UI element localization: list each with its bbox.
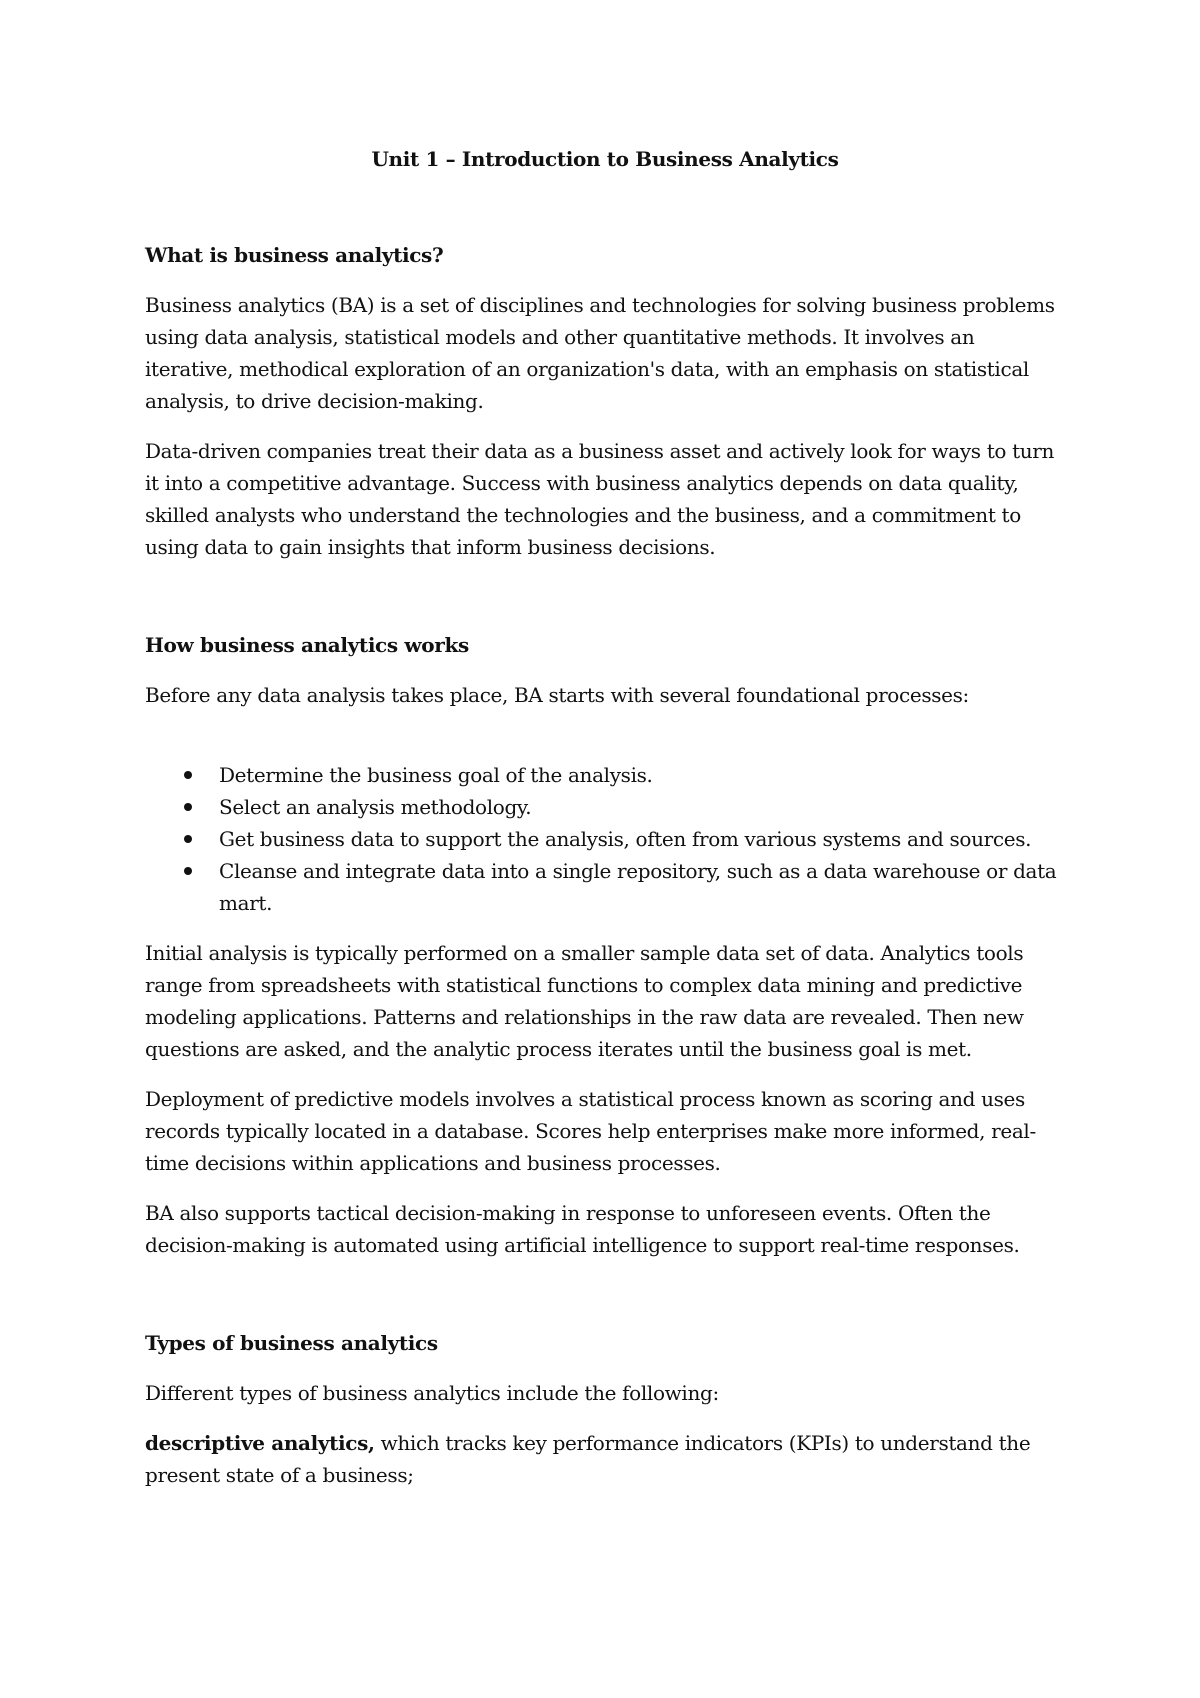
list-item-text: Cleanse and integrate data into a single repository, such as a data warehouse or data mart. <box>219 859 1057 915</box>
heading-what-is-business-analytics: What is business analytics? <box>145 243 444 267</box>
descriptive-analytics-text: which tracks key performance indicators (KPIs) to understand the present state of a business; <box>145 1431 1031 1487</box>
list-item-text: Get business data to support the analysis, often from various systems and sources. <box>219 827 1032 851</box>
paragraph-initial-analysis: Initial analysis is typically performed on a smaller sample data set of data. Analytics tools range from spreadsheets with statistical functions to complex data mining and predictive modeling applications. Patterns and relationships in the raw data are revealed. Then new questions are asked, and the analytic process iterates until the business goal is met. <box>145 941 1024 1061</box>
list-item-text: Determine the business goal of the analysis. <box>219 763 653 787</box>
heading-how-business-analytics-works: How business analytics works <box>145 633 469 657</box>
bullet-icon <box>184 867 192 875</box>
list-item <box>145 759 1065 791</box>
paragraph-tactical-decision-making: BA also supports tactical decision-making in response to unforeseen events. Often the decision-making is automated using artificial intelligence to support real-time responses. <box>145 1201 1020 1257</box>
descriptive-analytics-term: descriptive analytics, <box>145 1431 375 1455</box>
document-content <box>145 143 1065 1491</box>
page-title: Unit 1 – Introduction to Business Analytics <box>371 147 839 171</box>
paragraph-descriptive-analytics <box>145 1427 1065 1491</box>
list-item <box>145 791 1065 823</box>
paragraph-types-intro: Different types of business analytics include the following: <box>145 1381 719 1405</box>
list-item <box>145 823 1065 855</box>
heading-types-of-business-analytics: Types of business analytics <box>145 1331 438 1355</box>
paragraph-ba-definition: Business analytics (BA) is a set of disciplines and technologies for solving business problems using data analysis, statistical models and other quantitative methods. It involves an iterative, methodical exploration of an organization's data, with an emphasis on statistical analysis, to drive decision-making. <box>145 293 1055 413</box>
paragraph-foundational-processes-intro: Before any data analysis takes place, BA starts with several foundational processes: <box>145 683 969 707</box>
bullet-icon <box>184 771 192 779</box>
paragraph-data-driven-companies: Data-driven companies treat their data as a business asset and actively look for ways to turn it into a competitive advantage. Success with business analytics depends on data quality, skilled analysts who understand the technologies and the business, and a commitment to using data to gain insights that inform business decisions. <box>145 439 1055 559</box>
bullet-icon <box>184 803 192 811</box>
list-item <box>145 855 1065 919</box>
paragraph-deployment-predictive-models: Deployment of predictive models involves a statistical process known as scoring and uses records typically located in a database. Scores help enterprises make more informed, real-time decisions within applications and business processes. <box>145 1087 1036 1175</box>
bullet-icon <box>184 835 192 843</box>
list-item-text: Select an analysis methodology. <box>219 795 532 819</box>
foundational-processes-list <box>145 759 1065 919</box>
